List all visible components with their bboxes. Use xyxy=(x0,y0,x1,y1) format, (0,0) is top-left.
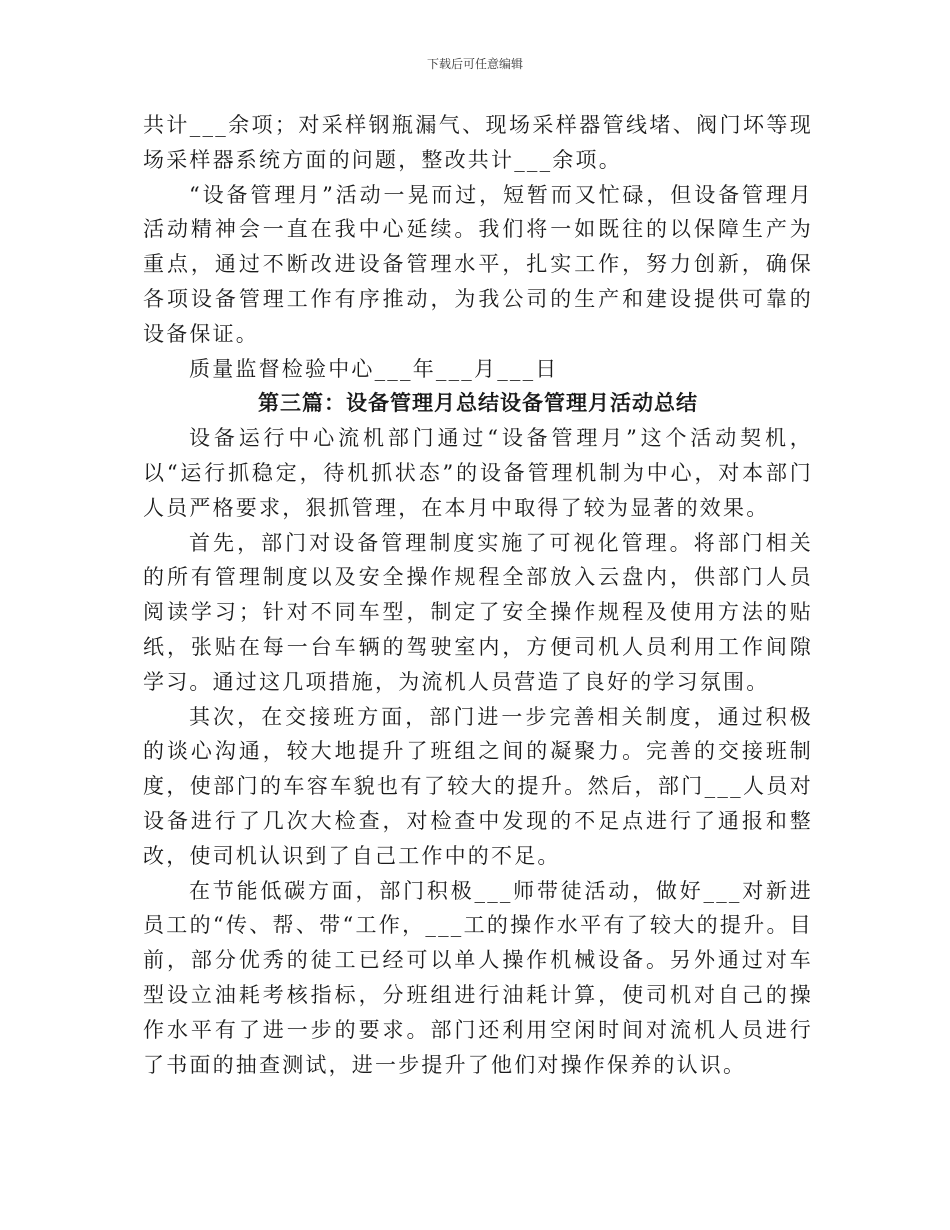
paragraph-6: 其次，在交接班方面，部门进一步完善相关制度，通过积极的谈心沟通，较大地提升了班组之间的凝聚力。完善的交接班制度，使部门的车容车貌也有了较大的提升。然后，部门___人员对设备进行了几次大检查，对检查中发现的不足点进行了通报和整改，使司机认识到了自己工作中的不足。 xyxy=(143,704,813,868)
paragraph-5: 首先，部门对设备管理制度实施了可视化管理。将部门相关的所有管理制度以及安全操作规程全部放入云盘内，供部门人员阅读学习；针对不同车型，制定了安全操作规程及使用方法的贴纸，张贴在每一台车辆的驾驶室内，方便司机人员利用工作间隙学习。通过这几项措施，为流机人员营造了良好的学习氛围。 xyxy=(143,530,813,694)
document-body xyxy=(143,108,813,1082)
paragraph-2: “设备管理月”活动一晃而过，短暂而又忙碌，但设备管理月活动精神会一直在我中心延续。我们将一如既往的以保障生产为重点，通过不断改进设备管理水平，扎实工作，努力创新，确保各项设备管理工作有序推动，为我公司的生产和建设提供可靠的设备保证。 xyxy=(143,182,813,346)
page-header: 下载后可任意编辑 xyxy=(426,57,523,71)
paragraph-3-signature: 质量监督检验中心___年___月___日 xyxy=(189,356,559,381)
paragraph-1: 共计___余项；对采样钢瓶漏气、现场采样器管线堵、阀门坏等现场采样器系统方面的问题，整改共计___余项。 xyxy=(143,113,813,172)
paragraph-7: 在节能低碳方面，部门积极___师带徒活动，做好___对新进员工的“传、帮、带“工作，___工的操作水平有了较大的提升。目前，部分优秀的徒工已经可以单人操作机械设备。另外通过对车型设立油耗考核指标，分班组进行油耗计算，使司机对自己的操作水平有了进一步的要求。部门还利用空闲时间对流机人员进行了书面的抽查测试，进一步提升了他们对操作保养的认识。 xyxy=(143,878,813,1077)
section-heading: 第三篇：设备管理月总结设备管理月活动总结 xyxy=(258,391,698,416)
paragraph-4: 设备运行中心流机部门通过“设备管理月”这个活动契机，以“运行抓稳定，待机抓状态”的设备管理机制为中心，对本部门人员严格要求，狠抓管理，在本月中取得了较为显著的效果。 xyxy=(143,426,813,520)
